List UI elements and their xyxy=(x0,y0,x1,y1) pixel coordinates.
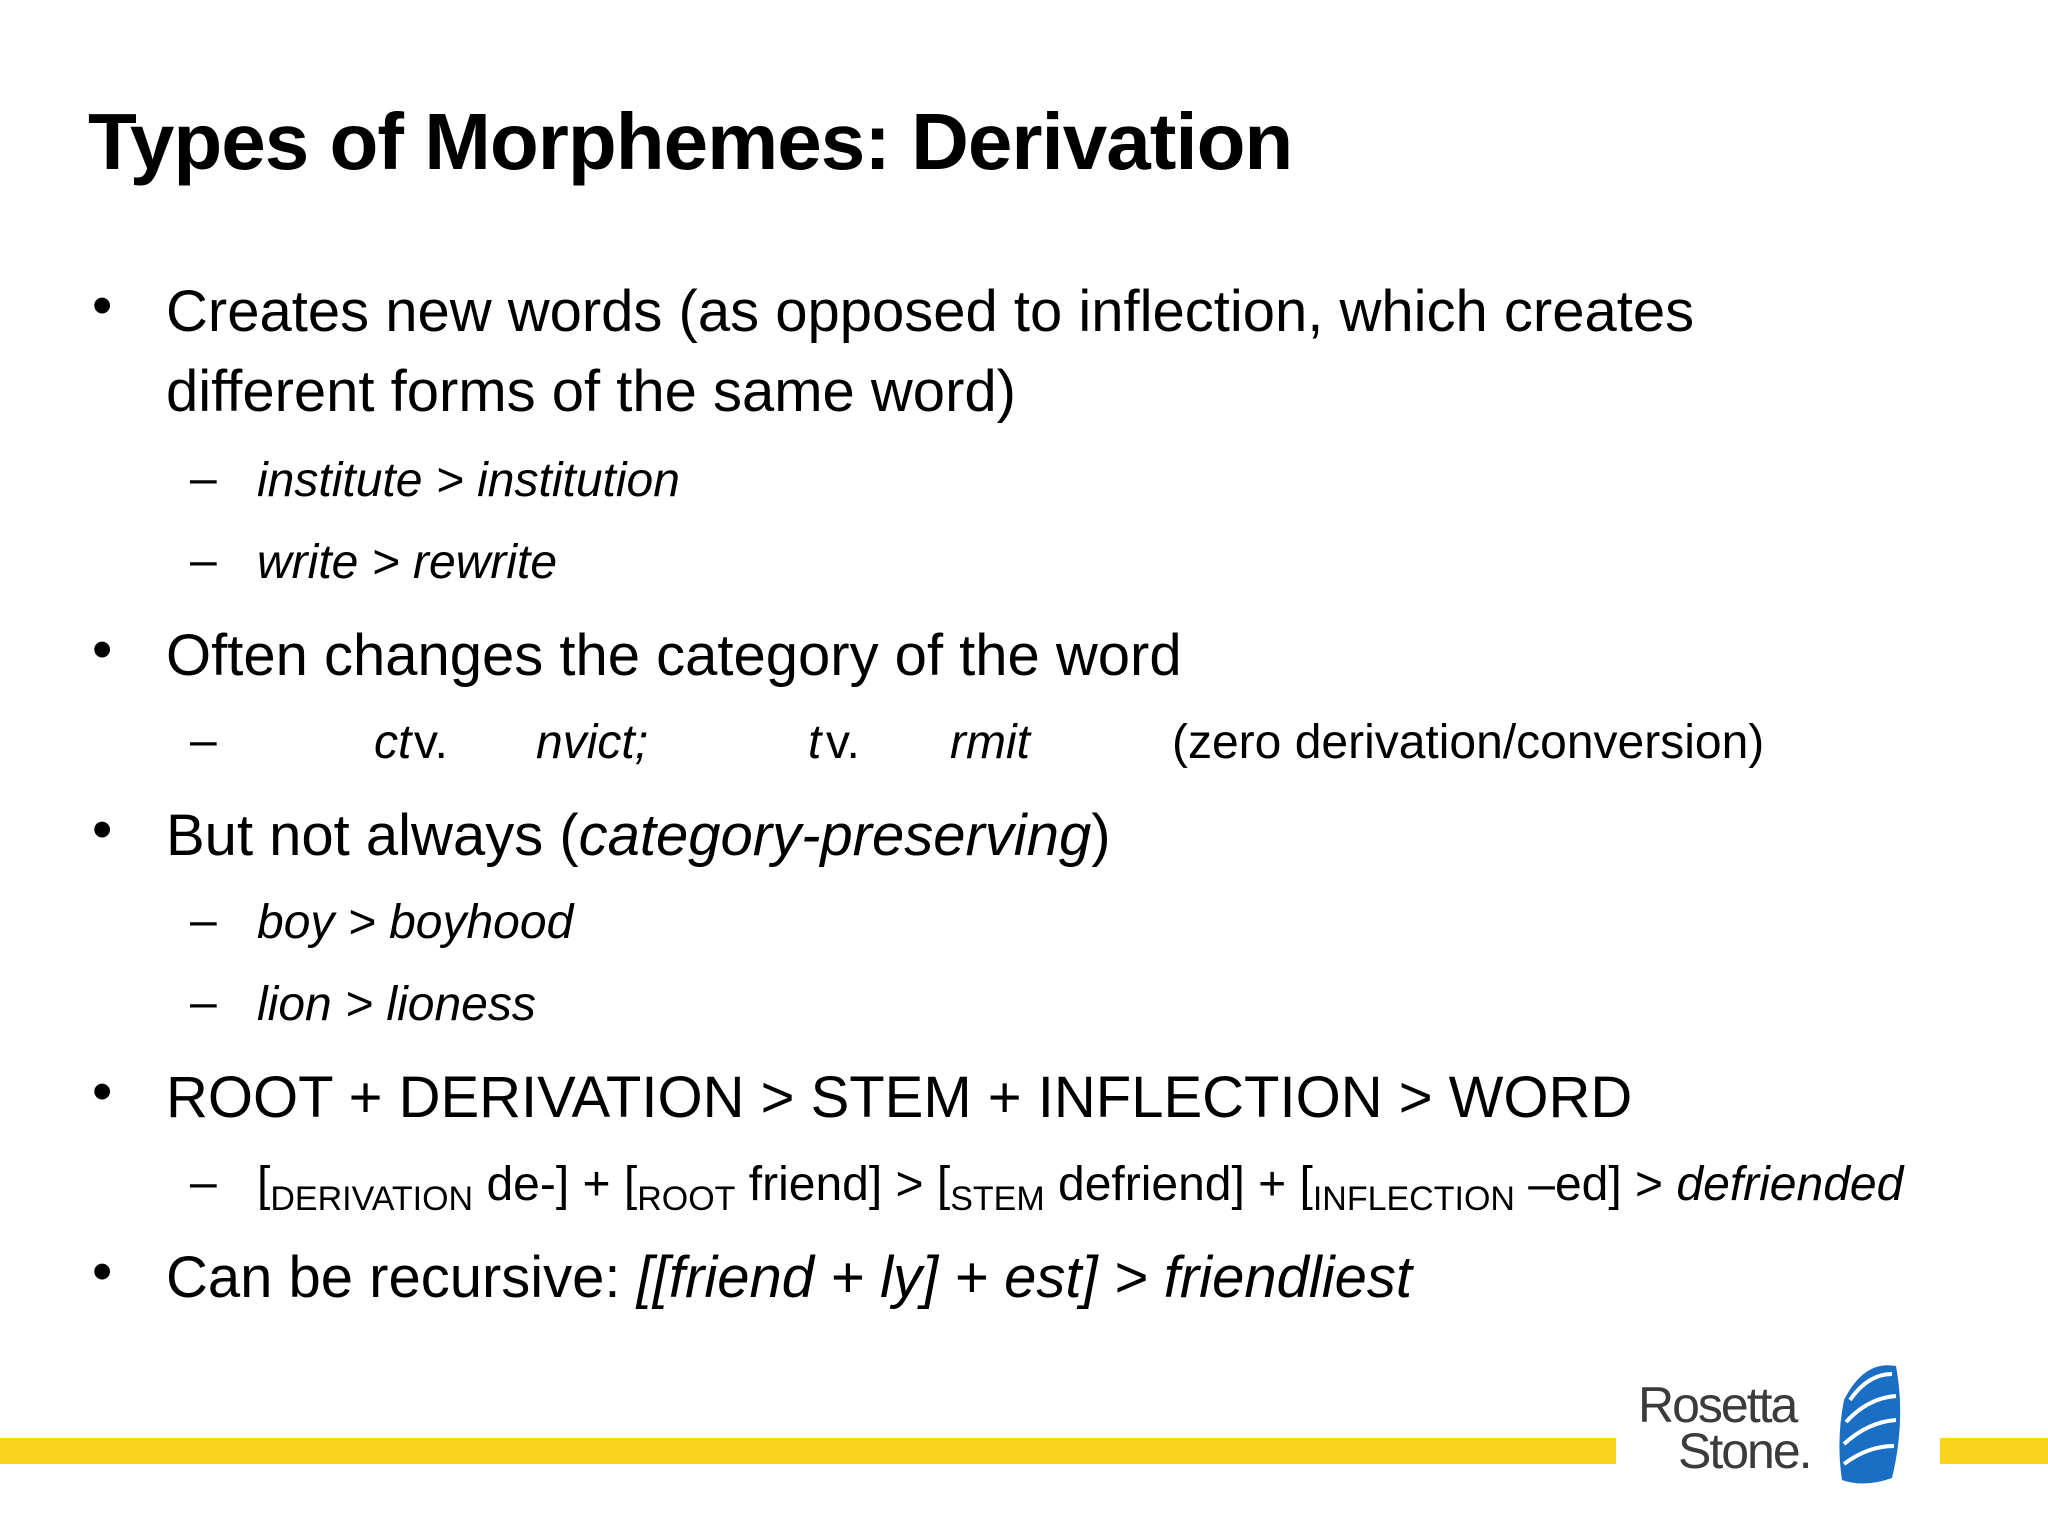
example-v2: v. xyxy=(826,716,860,769)
bullet-icon: • xyxy=(92,1059,113,1124)
bullet-text-part: But not always ( xyxy=(166,803,579,868)
dash-icon: – xyxy=(190,452,217,505)
subscript-label: ROOT xyxy=(637,1180,736,1218)
footer-stripe-left xyxy=(0,1438,1616,1464)
example-rmit: rmit xyxy=(950,716,1030,769)
rosetta-stone-logo xyxy=(1634,1360,1914,1490)
bracket: [ xyxy=(257,1158,271,1211)
bullet-icon: • xyxy=(92,617,113,682)
subscript-label: INFLECTION xyxy=(1312,1180,1515,1218)
logo-text-line1: Rosetta xyxy=(1638,1377,1797,1433)
logo-stone-icon xyxy=(1834,1360,1912,1490)
logo-text-line2: Stone. xyxy=(1678,1423,1811,1479)
dash-icon: – xyxy=(190,534,217,587)
subscript-label: DERIVATION xyxy=(270,1180,474,1218)
footer-stripe-right xyxy=(1940,1438,2048,1464)
example-ct: ct xyxy=(374,716,412,769)
bullet-text xyxy=(166,1238,1412,1318)
example-t: t xyxy=(808,716,822,769)
bullet-text xyxy=(166,796,1111,876)
dash-icon: – xyxy=(190,1156,217,1209)
bullet-text: Often changes the category of the word xyxy=(166,623,1182,688)
bullet-icon: • xyxy=(92,797,113,862)
example-boy: boy > boyhood xyxy=(257,896,574,949)
example-write: write > rewrite xyxy=(257,536,558,589)
bullet-text-italic: category-preserving xyxy=(578,803,1092,868)
bullet-text-line1: Creates new words (as opposed to inflection, which creates xyxy=(166,279,1695,344)
example-part: –ed] > xyxy=(1514,1158,1677,1211)
example-v1: v. xyxy=(414,716,448,769)
bullet-icon: • xyxy=(92,273,113,338)
dash-icon: – xyxy=(190,894,217,947)
bullet-icon: • xyxy=(92,1239,113,1304)
bullet-text-part: ) xyxy=(1091,803,1111,868)
subscript-label: STEM xyxy=(950,1180,1045,1218)
example-nvict: nvict; xyxy=(536,716,649,769)
bullet-text-italic: [[friend + ly] + est] > friendliest xyxy=(636,1245,1412,1310)
bullet-text: ROOT + DERIVATION > STEM + INFLECTION > WORD xyxy=(166,1065,1633,1130)
slide-title: Types of Morphemes: Derivation xyxy=(88,97,1293,186)
example-result: defriended xyxy=(1676,1158,1904,1211)
example-part: de-] + [ xyxy=(473,1158,638,1211)
example-part: friend] > [ xyxy=(735,1158,951,1211)
example-part: defriend] + [ xyxy=(1044,1158,1313,1211)
bullet-text-line2: different forms of the same word) xyxy=(166,359,1016,424)
example-zero-derivation: (zero derivation/conversion) xyxy=(1172,716,1765,769)
example-defriended xyxy=(257,1155,1904,1218)
example-institute: institute > institution xyxy=(257,454,680,507)
bullet-text-part: Can be recursive: xyxy=(166,1245,637,1310)
example-lion: lion > lioness xyxy=(257,978,536,1031)
dash-icon: – xyxy=(190,714,217,767)
dash-icon: – xyxy=(190,976,217,1029)
